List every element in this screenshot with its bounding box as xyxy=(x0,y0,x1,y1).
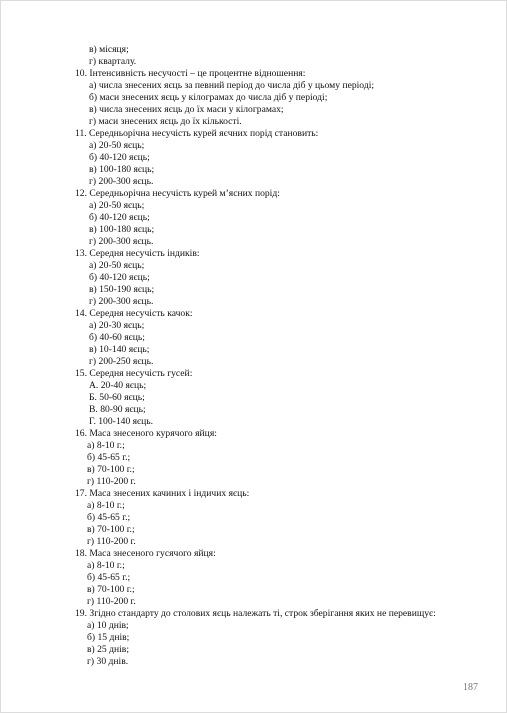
option: в) 10-140 яєць; xyxy=(89,344,150,355)
option: Г. 100-140 яєць. xyxy=(89,416,154,427)
option: б) маси знесених яєць у кілограмах до числа діб у періоді; xyxy=(89,92,328,103)
option: г) 200-300 яєць. xyxy=(89,236,154,247)
option: г) 200-250 яєць. xyxy=(89,356,154,367)
option: В. 80-90 яєць; xyxy=(89,404,146,415)
option: а) 20-50 яєць; xyxy=(89,200,145,211)
option: б) 40-60 яєць; xyxy=(89,332,145,343)
option: б) 40-120 яєць; xyxy=(89,272,150,283)
option: в) числа знесених яєць до їх маси у кілограмах; xyxy=(89,104,284,115)
option: а) 20-50 яєць; xyxy=(89,260,145,271)
option: а) 8-10 г.; xyxy=(87,500,125,511)
question-15: 15. Середня несучість гусей: xyxy=(75,368,193,379)
option: Б. 50-60 яєць; xyxy=(89,392,145,403)
list-item: в) місяця; xyxy=(89,44,129,55)
option: г) 200-300 яєць. xyxy=(89,176,154,187)
question-19: 19. Згідно стандарту до столових яєць належать ті, строк зберігання яких не перевищує: xyxy=(75,608,436,619)
option: б) 45-65 г.; xyxy=(87,572,131,583)
question-12: 12. Середньорічна несучість курей м’ясних порід: xyxy=(75,188,280,199)
option: в) 150-190 яєць; xyxy=(89,284,155,295)
question-11: 11. Середньорічна несучість курей яєчних порід становить: xyxy=(75,128,319,139)
question-18: 18. Маса знесеного гусячого яйця: xyxy=(75,548,216,559)
option: А. 20-40 яєць; xyxy=(89,380,147,391)
list-item: г) кварталу. xyxy=(89,56,137,67)
question-10: 10. Інтенсивність несучості – це процентне відношення: xyxy=(75,68,306,79)
option: г) 200-300 яєць. xyxy=(89,296,154,307)
page-number: 187 xyxy=(463,682,478,693)
option: в) 25 днів; xyxy=(87,644,129,655)
option: г) 110-200 г. xyxy=(87,596,136,607)
option: г) 110-200 г. xyxy=(87,476,136,487)
option: б) 40-120 яєць; xyxy=(89,152,150,163)
option: в) 70-100 г.; xyxy=(87,584,135,595)
option: в) 100-180 яєць; xyxy=(89,164,155,175)
question-14: 14. Середня несучість качок: xyxy=(75,308,193,319)
option: а) 10 днів; xyxy=(87,620,129,631)
page-content xyxy=(75,44,495,668)
option: в) 100-180 яєць; xyxy=(89,224,155,235)
option: в) 70-100 г.; xyxy=(87,524,135,535)
option: б) 15 днів; xyxy=(87,632,130,643)
option: г) 110-200 г. xyxy=(87,536,136,547)
option: г) маси знесених яєць до їх кількості. xyxy=(89,116,242,127)
question-16: 16. Маса знесеного курячого яйця: xyxy=(75,428,217,439)
option: г) 30 днів. xyxy=(87,656,129,667)
question-17: 17. Маса знесених качиних і індичих яєць: xyxy=(75,488,250,499)
option: б) 45-65 г.; xyxy=(87,452,131,463)
option: а) 8-10 г.; xyxy=(87,440,125,451)
option: а) 20-30 яєць; xyxy=(89,320,145,331)
option: б) 45-65 г.; xyxy=(87,512,131,523)
option: а) 8-10 г.; xyxy=(87,560,125,571)
option: а) 20-50 яєць; xyxy=(89,140,145,151)
option: а) числа знесених яєць за певний період до числа діб у цьому періоді; xyxy=(89,80,375,91)
option: в) 70-100 г.; xyxy=(87,464,135,475)
option: б) 40-120 яєць; xyxy=(89,212,150,223)
question-13: 13. Середня несучість індиків: xyxy=(75,248,200,259)
